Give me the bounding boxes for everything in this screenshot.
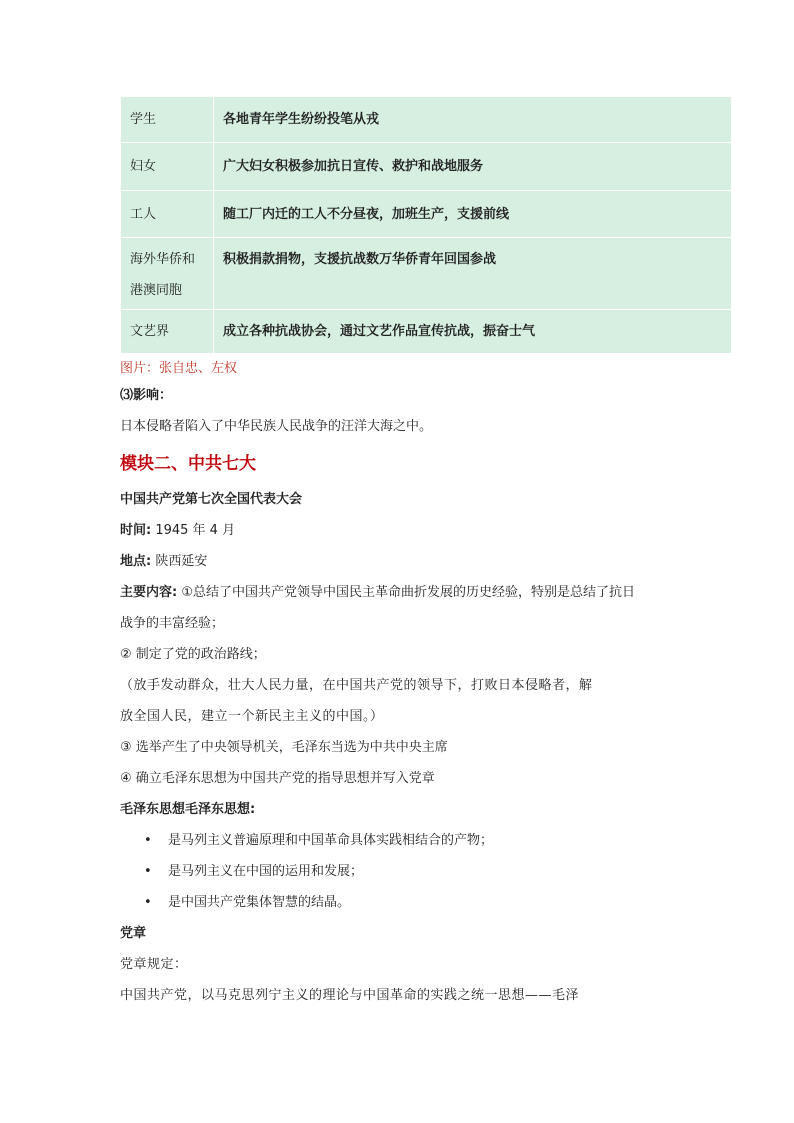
thought-list [120, 825, 732, 918]
action-cell: 广大妇女积极参加抗日宣传、救护和战地服务 [214, 143, 732, 191]
time-label: 时间: [120, 523, 152, 538]
group-cell: 学生 [121, 97, 214, 143]
time-value: 1945 年 4 月 [151, 523, 236, 538]
time-line [120, 515, 732, 546]
action-cell: 随工厂内迁的工人不分昼夜，加班生产，支援前线 [214, 191, 732, 238]
table-row [121, 238, 732, 310]
impact-label: ⑶影响： [120, 388, 173, 403]
bullet-icon: • [144, 864, 152, 879]
impact-text: 日本侵略者陷入了中华民族人民战争的汪洋大海之中。 [120, 419, 433, 434]
content-item-1b: 战争的丰富经验； [120, 616, 225, 631]
social-groups-table [120, 96, 732, 354]
place-value: 陕西延安 [151, 554, 208, 569]
bullet-icon: • [144, 833, 152, 848]
content-item-1a: ①总结了中国共产党领导中国民主革命曲折发展的历史经验，特别是总结了抗日 [177, 585, 635, 600]
content-item-3: ③ 选举产生了中央领导机关，毛泽东当选为中共中央主席 [120, 740, 448, 755]
group-cell: 海外华侨和港澳同胞 [121, 238, 214, 310]
thought-label: 毛泽东思想毛泽东思想: [120, 802, 256, 817]
charter-rule-text: 中国共产党，以马克思列宁主义的理论与中国革命的实践之统一思想——毛泽 [120, 988, 580, 1003]
congress-subtitle: 中国共产党第七次全国代表大会 [120, 492, 303, 507]
content-item-4: ④ 确立毛泽东思想为中国共产党的指导思想并写入党章 [120, 771, 435, 786]
table-row [121, 191, 732, 238]
content-item-2: ② 制定了党的政治路线； [120, 647, 266, 662]
place-label: 地点: [120, 554, 152, 569]
action-cell: 积极捐款捐物，支援抗战数万华侨青年回国参战 [214, 238, 732, 310]
group-cell: 工人 [121, 191, 214, 238]
image-caption: 图片：张自忠、左权 [120, 361, 238, 376]
bullet-icon: • [144, 895, 152, 910]
module-title: 模块二、中共七大 [120, 454, 256, 474]
group-cell: 文艺界 [121, 310, 214, 354]
list-item: • 是马列主义在中国的运用和发展； [120, 856, 732, 887]
document-page [120, 96, 732, 1011]
table-row [121, 143, 732, 191]
group-cell: 妇女 [121, 143, 214, 191]
list-item: • 是马列主义普遍原理和中国革命具体实践相结合的产物； [120, 825, 732, 856]
action-cell: 成立各种抗战协会，通过文艺作品宣传抗战，振奋士气 [214, 310, 732, 354]
content-quote-b: 放全国人民，建立一个新民主主义的中国。） [120, 709, 384, 724]
content-quote-a: （放手发动群众，壮大人民力量，在中国共产党的领导下，打败日本侵略者，解 [120, 678, 593, 693]
table-row [121, 310, 732, 354]
action-cell: 各地青年学生纷纷投笔从戎 [214, 97, 732, 143]
charter-rule-label: 党章规定： [120, 957, 188, 972]
content-line [120, 577, 732, 608]
charter-label: 党章 [120, 926, 147, 941]
content-label: 主要内容: [120, 585, 178, 600]
place-line [120, 546, 732, 577]
table-row [121, 97, 732, 143]
list-item: • 是中国共产党集体智慧的结晶。 [120, 887, 732, 918]
